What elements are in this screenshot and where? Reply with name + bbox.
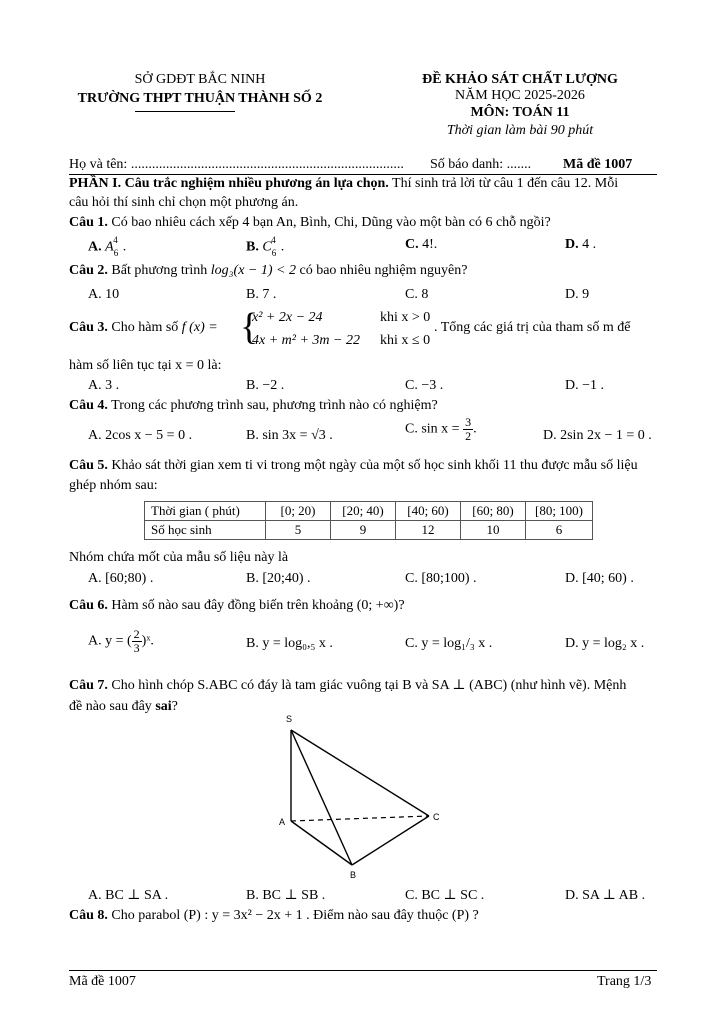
q6-option-a: A. y = ( $\frac{2}{3}$ )ˣ.	[88, 627, 154, 655]
q8-stem: Câu 8. Cho parabol (P) : y = 3x² − 2x + 1 . Điểm nào sau đây thuộc (P) ?	[69, 908, 479, 923]
q7-option-a: A. BC ⊥ SA .	[88, 888, 169, 903]
q1-option-a: A. $A_6^4$ .	[88, 235, 127, 259]
q4-stem: Câu 4. Trong các phương trình sau, phương trình nào có nghiệm?	[69, 398, 438, 413]
q7-line2: đề nào sau đây sai?	[69, 699, 178, 714]
q5-option-a: A. [60;80) .	[88, 571, 154, 586]
q3-option-b: B. −2 .	[246, 378, 285, 393]
q2-option-b: B. 7 .	[246, 287, 277, 302]
q5-line2: ghép nhóm sau:	[69, 478, 158, 493]
footer-page: Trang 1/3	[597, 974, 652, 989]
q5-option-c: C. [80;100) .	[405, 571, 477, 586]
footer-code: Mã đề 1007	[69, 974, 136, 989]
q5-option-b: B. [20;40) .	[246, 571, 311, 586]
label-s: S	[286, 714, 293, 724]
q2-stem: Câu 2. Bất phương trình log₃(x − 1) < 2 có bao nhiêu nghiệm nguyên?	[69, 263, 468, 278]
pyramid-figure	[270, 710, 460, 885]
q3-option-d: D. −1 .	[565, 378, 605, 393]
q4-option-d: D. 2sin 2x − 1 = 0 .	[543, 428, 652, 443]
q4-option-a: A. 2cos x − 5 = 0 .	[88, 428, 193, 443]
q7-option-c: C. BC ⊥ SC .	[405, 888, 485, 903]
q5-after: Nhóm chứa mốt của mẫu số liệu này là	[69, 550, 289, 565]
q1-stem: Câu 1. Có bao nhiêu cách xếp 4 bạn An, Bình, Chi, Dũng vào một bàn có 6 chỗ ngồi?	[69, 215, 551, 230]
q1-option-d: D. 4 .	[565, 237, 597, 252]
edge-sc	[291, 730, 429, 816]
q2-option-a: A. 10	[88, 287, 120, 302]
dept-name: SỞ GDĐT BẮC NINH	[134, 72, 266, 87]
q3-line2: hàm số liên tục tại x = 0 là:	[69, 358, 222, 373]
edge-ab	[291, 821, 352, 865]
exam-title: ĐỀ KHẢO SÁT CHẤT LƯỢNG	[422, 72, 618, 87]
edge-ac-hidden	[291, 816, 429, 821]
q5-stem: Câu 5. Khảo sát thời gian xem ti vi trong một ngày của một số học sinh khối 11 thu được mẫu số liệu	[69, 458, 638, 473]
q7-stem: Câu 7. Cho hình chóp S.ABC có đáy là tam giác vuông tại B và SA ⊥ (ABC) (như hình vẽ). Mệnh	[69, 678, 627, 693]
student-id-field: Số báo danh: .......	[430, 157, 532, 172]
q5-table-row-time: Thời gian ( phút) [0; 20) [20; 40) [40; 60) [60; 80) [80; 100)	[145, 502, 593, 521]
edge-bc	[352, 816, 429, 865]
school-name: TRƯỜNG THPT THUẬN THÀNH SỐ 2	[77, 91, 323, 106]
q1-option-c: C. 4!.	[405, 237, 438, 252]
q7-option-b: B. BC ⊥ SB .	[246, 888, 326, 903]
q3-option-a: A. 3 .	[88, 378, 120, 393]
q6-option-b: B. y = log₀,₅ x .	[246, 636, 333, 651]
q3-cond2: khi x ≤ 0	[380, 333, 431, 348]
q3-tail: . Tổng các giá trị của tham số m để	[434, 320, 631, 335]
q3-brace: {	[240, 306, 259, 348]
q6-stem: Câu 6. Hàm số nào sau đây đồng biến trên khoảng (0; +∞)?	[69, 598, 405, 613]
q6-option-c: C. y = log₁/₃ x .	[405, 636, 493, 651]
q5-option-d: D. [40; 60) .	[565, 571, 634, 586]
q2-option-c: C. 8	[405, 287, 429, 302]
student-name-field: Họ và tên: ..............................................................................	[69, 157, 404, 172]
part1-heading: PHẦN I. Câu trắc nghiệm nhiều phương án lựa chọn. Thí sinh trả lời từ câu 1 đến câu 12. Mỗi	[69, 176, 619, 191]
footer-rule	[69, 970, 657, 971]
q4-option-c: C. sin x = $\frac{3}{2}$ .	[405, 415, 477, 443]
q2-option-d: D. 9	[565, 287, 590, 302]
q3-cond1: khi x > 0	[380, 310, 431, 325]
label-b: B	[350, 870, 357, 880]
q5-table	[144, 501, 593, 540]
q3-stem: Câu 3. Cho hàm số f (x) =	[69, 320, 218, 335]
label-c: C	[433, 812, 440, 822]
duration: Thời gian làm bài 90 phút	[446, 123, 594, 138]
part1-instr: câu hỏi thí sinh chỉ chọn một phương án.	[69, 195, 299, 210]
q4-option-b: B. sin 3x = √3 .	[246, 428, 333, 443]
q6-option-d: D. y = log₂ x .	[565, 636, 645, 651]
q1-option-b: B. $C_6^4$ .	[246, 235, 285, 259]
subject: MÔN: TOÁN 11	[470, 105, 570, 120]
label-a: A	[279, 817, 286, 827]
q3-case1: x² + 2x − 24	[252, 310, 323, 325]
header-underline	[135, 111, 235, 112]
exam-code: Mã đề 1007	[563, 157, 633, 172]
q7-option-d: D. SA ⊥ AB .	[565, 888, 646, 903]
q3-option-c: C. −3 .	[405, 378, 444, 393]
school-year: NĂM HỌC 2025-2026	[455, 88, 585, 103]
edge-sb	[291, 730, 352, 865]
info-rule	[69, 174, 657, 175]
q3-case2: 4x + m² + 3m − 22	[252, 333, 360, 348]
q5-table-row-count: Số học sinh 5 9 12 10 6	[145, 521, 593, 540]
